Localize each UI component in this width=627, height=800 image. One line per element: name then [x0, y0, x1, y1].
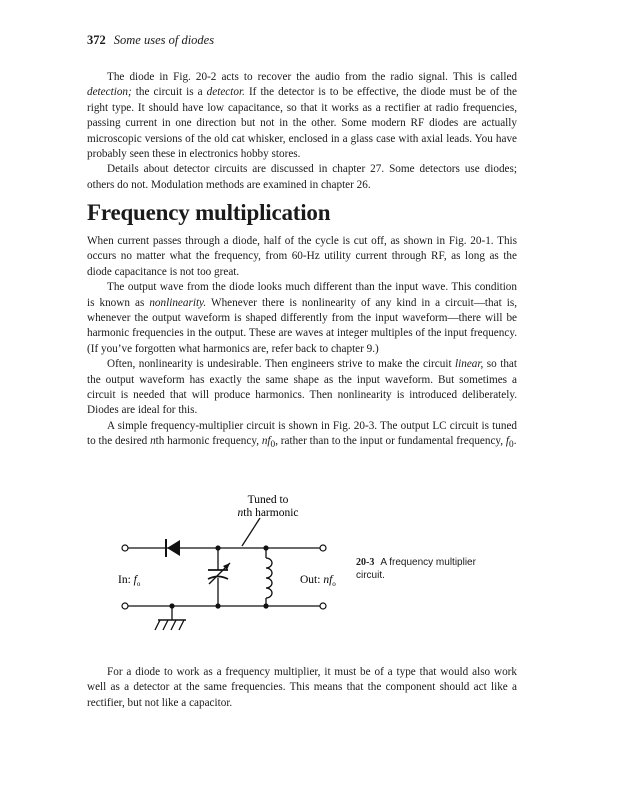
paragraph: The diode in Fig. 20-2 acts to recover the audio from the radio signal. This is called detection; the circuit is a detector. If the detector is to be effective, the diode must be of the right type. It should have low capacitance, so that it works as a rectifier at radio frequencies, passing current in one direction but not in the other. Some modern RF diodes are actually microscopic versions of the old cat whisker, enclosed in a glass case with axial leads. You have probably seen these in electronics hobby stores.	[87, 71, 517, 161]
page-number: 372	[87, 33, 106, 47]
paragraph: When current passes through a diode, half of the cycle is cut off, as shown in Fig. 20-1. This occurs no matter what the frequency, from 60-Hz utility current through RF, as long as the diode capacitance is not too great.	[87, 235, 517, 278]
junction-dot	[215, 545, 220, 550]
figure-caption	[356, 557, 506, 582]
paragraph: Often, nonlinearity is undesirable. Then engineers strive to make the circuit linear, so that the output waveform has exactly the same shape as the input waveform. But sometimes a circuit is needed that will produce harmonics. Then nonlinearity is introduced deliberately. Diodes are ideal for this.	[87, 358, 517, 417]
tuned-label-line2: nth harmonic	[237, 507, 299, 519]
input-terminal-top	[122, 545, 128, 551]
junction-dot	[263, 603, 268, 608]
junction-dot	[215, 603, 220, 608]
caption-text: A frequency multiplier circuit.	[356, 557, 476, 581]
section-heading: Frequency multiplication	[87, 200, 331, 225]
tuned-label-line1: Tuned to	[247, 494, 289, 506]
page-header	[87, 33, 214, 48]
paragraph: A simple frequency-multiplier circuit is shown in Fig. 20-3. The output LC circuit is tuned to the desired nth harmonic frequency, $nf_0$, rather than to the input or fundamental frequency, $f_0$.	[87, 419, 517, 451]
input-terminal-bottom	[122, 603, 128, 609]
junction-dot	[263, 545, 268, 550]
closing-text	[87, 665, 517, 711]
running-title: Some uses of diodes	[113, 33, 215, 47]
paragraph: Details about detector circuits are discussed in chapter 27. Some detectors use diodes; others do not. Modulation methods are examined in chapter 26.	[87, 163, 517, 191]
junction-dot	[169, 603, 174, 608]
paragraph: The output wave from the diode looks much different than the input wave. This condition is known as nonlinearity. Whenever there is nonlinearity of any kind in a circuit—that is, whenever the output waveform is shaped differently from the input waveform—there will be harmonic frequencies in the output. These are waves at integer multiples of the input frequency. (If you’ve forgotten what harmonics are, refer back to chapter 9.)	[87, 281, 517, 355]
paragraph: For a diode to work as a frequency multiplier, it must be of a type that would also work well as a detector at the same frequencies. This means that the component should act like a rectifier, but not like a capacitor.	[87, 666, 517, 709]
figure-number: 20-3	[356, 557, 375, 568]
output-terminal-top	[320, 545, 326, 551]
intro-text	[87, 70, 517, 193]
section-text	[87, 234, 517, 454]
input-label: In: $f_o$	[118, 574, 141, 588]
output-label: Out: $nf_o$	[300, 574, 336, 588]
frequency-multiplier-circuit	[110, 490, 360, 650]
diode-symbol	[167, 540, 180, 556]
output-terminal-bottom	[320, 603, 326, 609]
